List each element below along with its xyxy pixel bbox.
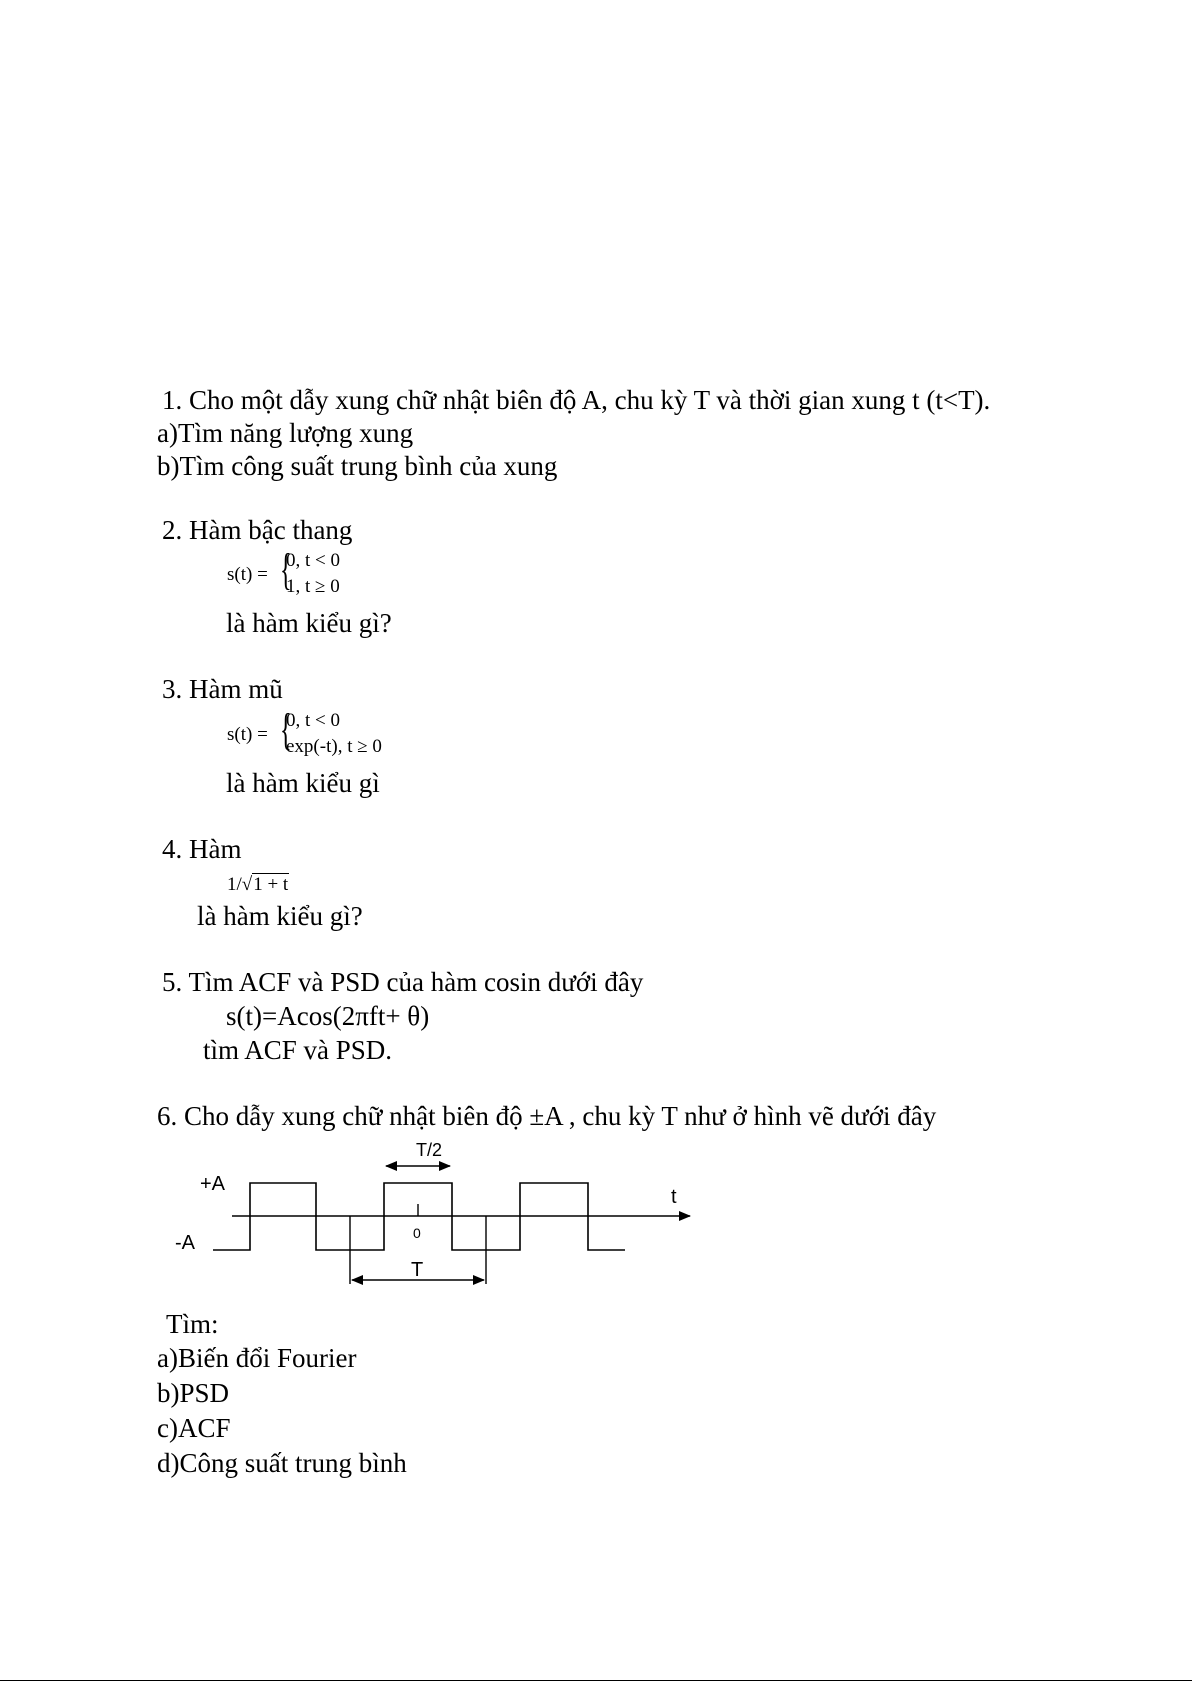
q6-part-d: d)Công suất trung bình bbox=[157, 1448, 407, 1478]
q6-part-b: b)PSD bbox=[157, 1378, 230, 1408]
q6-find: Tìm: bbox=[166, 1309, 219, 1339]
q2-question: là hàm kiểu gì? bbox=[226, 608, 392, 638]
label-minus-a: -A bbox=[175, 1232, 195, 1254]
q4-question: là hàm kiểu gì? bbox=[197, 901, 363, 931]
q5-formula: s(t)=Acos(2πft+ θ) bbox=[226, 1001, 430, 1031]
q2-formula-case1: 0, t < 0 bbox=[286, 550, 340, 571]
q3-formula-case2: exp(-t), t ≥ 0 bbox=[286, 736, 382, 757]
q4-formula-radical: 1 + t bbox=[253, 874, 289, 895]
q5-stem: 5. Tìm ACF và PSD của hàm cosin dưới đây bbox=[162, 967, 644, 997]
q4-stem: 4. Hàm bbox=[162, 834, 242, 864]
q3-question: là hàm kiểu gì bbox=[226, 768, 380, 798]
q3-stem: 3. Hàm mũ bbox=[162, 674, 283, 704]
label-plus-a: +A bbox=[200, 1173, 226, 1195]
q4-formula-prefix: 1/ bbox=[227, 874, 242, 895]
q1-part-b: b)Tìm công suất trung bình của xung bbox=[157, 451, 558, 481]
label-time-axis: t bbox=[671, 1186, 677, 1208]
q3-formula-case1: 0, t < 0 bbox=[286, 710, 340, 731]
q4-formula bbox=[227, 873, 289, 897]
q2-formula-brace: { bbox=[280, 545, 292, 594]
q1-part-a: a)Tìm năng lượng xung bbox=[157, 418, 414, 448]
q2-stem: 2. Hàm bậc thang bbox=[162, 515, 353, 545]
q3-formula-lhs: s(t) = bbox=[227, 724, 268, 745]
q6-part-c: c)ACF bbox=[157, 1413, 231, 1443]
q6-stem: 6. Cho dẫy xung chữ nhật biên độ ±A , chu kỳ T như ở hình vẽ dưới đây bbox=[157, 1101, 937, 1131]
label-period: T bbox=[411, 1259, 424, 1281]
q6-part-a: a)Biến đổi Fourier bbox=[157, 1343, 357, 1373]
page-bottom-divider bbox=[0, 1680, 1192, 1681]
sqrt-icon: √ bbox=[241, 874, 253, 895]
label-half-period: T/2 bbox=[416, 1140, 443, 1160]
label-origin: 0 bbox=[413, 1225, 421, 1241]
q5-question: tìm ACF và PSD. bbox=[203, 1035, 393, 1065]
pulse-train-diagram bbox=[150, 1130, 710, 1290]
q2-formula-lhs: s(t) = bbox=[227, 564, 268, 585]
q2-formula-case2: 1, t ≥ 0 bbox=[286, 576, 340, 597]
q3-formula-brace: { bbox=[280, 705, 292, 754]
q1-stem: 1. Cho một dẫy xung chữ nhật biên độ A, chu kỳ T và thời gian xung t (t<T). bbox=[162, 385, 991, 415]
